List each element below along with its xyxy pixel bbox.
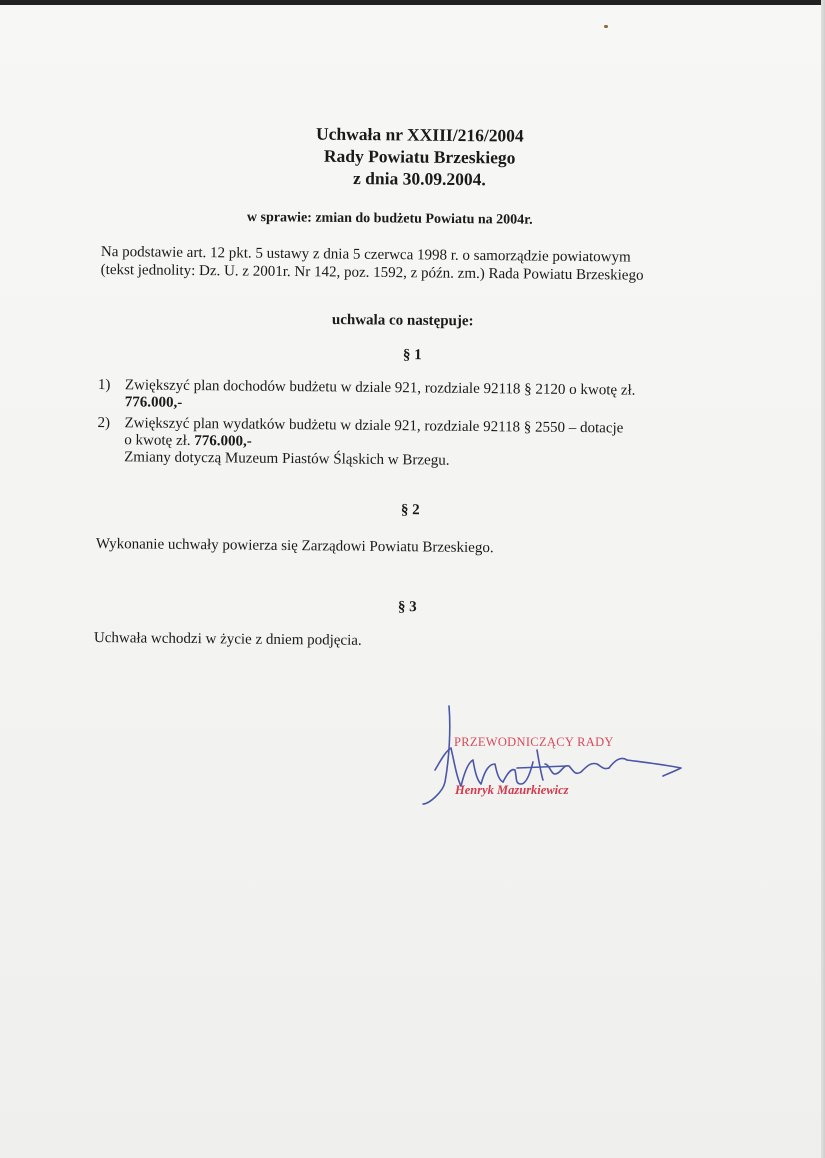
list-item-number: 2) [97, 414, 111, 432]
resolves-heading: uchwala co następuje: [331, 312, 474, 330]
list-item-1 [98, 377, 738, 418]
section-2-heading: § 2 [400, 502, 420, 519]
preamble-line-1: Na podstawie art. 12 pkt. 5 ustawy z dnia 5 czerwca 1998 r. o samorządzie powiatowym [100, 243, 631, 266]
list-item-note: Zmiany dotyczą Muzeum Piastów Śląskich w Brzegu. [124, 449, 450, 469]
list-item-amount: 776.000,- [124, 394, 183, 411]
resolution-subject: w sprawie: zmian do budżetu Powiatu na 2004r. [246, 210, 533, 228]
section-1-heading: § 1 [402, 347, 422, 364]
scan-edge-top [0, 0, 825, 5]
section-3-text: Uchwała wchodzi w życie z dniem podjęcia. [93, 630, 362, 649]
section-2-text: Wykonanie uchwały powierza się Zarządowi Powiatu Brzeskiego. [95, 536, 494, 557]
section-1-list [97, 377, 738, 477]
stamp-name: Henryk Mazurkiewicz [455, 783, 569, 797]
council-name: Rady Powiatu Brzeskiego [323, 145, 516, 168]
scan-edge-right [821, 0, 825, 1158]
section-3-heading: § 3 [397, 599, 417, 616]
preamble [101, 243, 761, 286]
resolution-number: Uchwała nr XXIII/216/2004 [315, 123, 524, 146]
stamp-title: PRZEWODNICZĄCY RADY [454, 735, 614, 749]
list-item-amount: 776.000,- [194, 433, 252, 450]
chairman-stamp [415, 700, 695, 810]
list-item-text: Zwiększyć plan wydatków budżetu w dziale 921, rozdziale 92118 § 2550 – dotacje [124, 415, 624, 437]
list-item-text: Zwiększyć plan dochodów budżetu w dziale 921, rozdziale 92118 § 2120 o kwotę zł. [124, 377, 636, 399]
resolution-header [249, 122, 590, 191]
list-item-number: 1) [97, 377, 111, 394]
resolution-date: z dnia 30.09.2004. [352, 167, 486, 190]
list-item-amount-prefix: o kwotę zł. [124, 432, 195, 450]
paper-speck [604, 25, 608, 28]
preamble-line-2: (tekst jednolity: Dz. U. z 2001r. Nr 142, poz. 1592, z późn. zm.) Rada Powiatu Brzeskiego [100, 261, 644, 284]
list-item-2 [97, 415, 737, 473]
